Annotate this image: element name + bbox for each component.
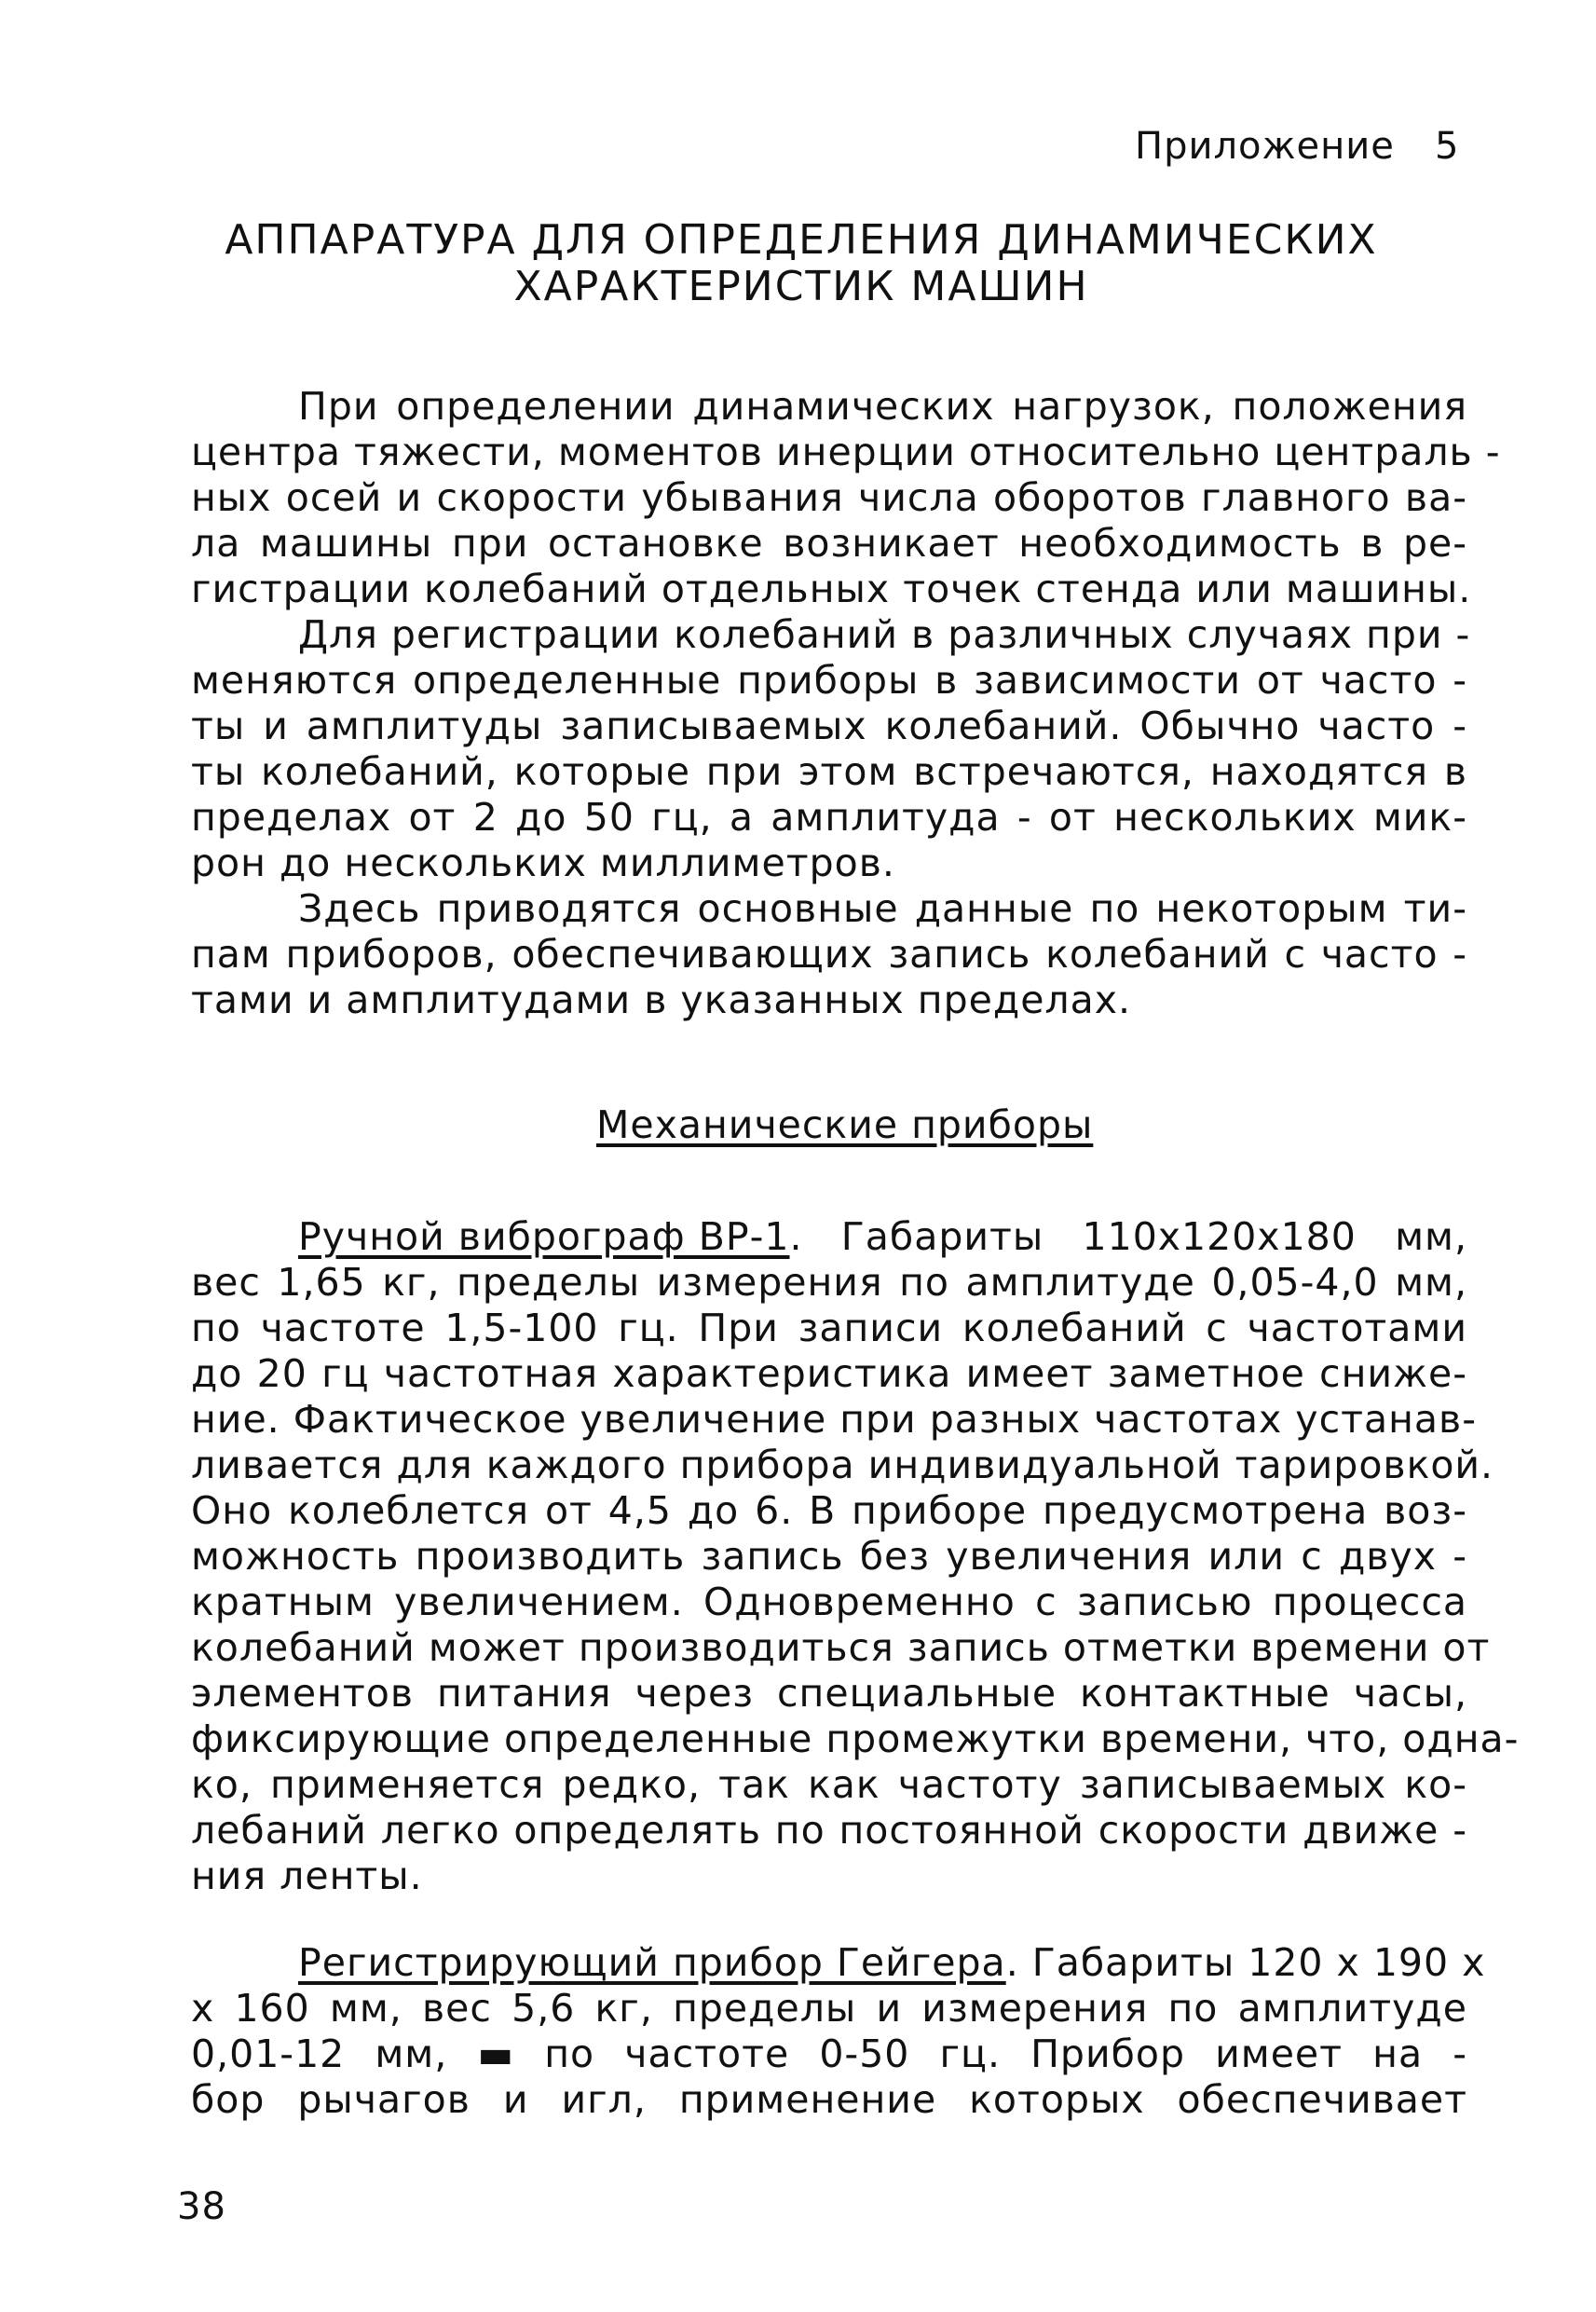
paragraph-line: x 160 мм, вес 5,6 кг, пределы и измерения по амплитуде: [191, 1986, 1467, 2031]
geiger-first-rest: . Габариты 120 x 190 x: [1005, 1940, 1486, 1985]
vr1-first-rest: . Габариты 110x120x180 мм,: [789, 1214, 1467, 1259]
paragraph-line: колебаний может производиться запись отметки времени от: [191, 1625, 1491, 1670]
paragraph-line: лебаний легко определять по постоянной скорости движе -: [191, 1808, 1467, 1853]
paragraph-line: ливается для каждого прибора индивидуальной тарировкой.: [191, 1443, 1494, 1487]
paragraph-line: Для регистрации колебаний в различных случаях при -: [298, 612, 1471, 657]
paragraph-line: рон до нескольких миллиметров.: [191, 841, 895, 885]
paragraph-line: кратным увеличением. Одновременно с записью процесса: [191, 1580, 1467, 1624]
title-line-2: ХАРАКТЕРИСТИК МАШИН: [513, 263, 1089, 310]
paragraph-line: гистрации колебаний отдельных точек стенда или машины.: [191, 567, 1472, 611]
paragraph-line: 0,01-12 мм, ▬ по частоте 0-50 гц. Прибор имеет на -: [191, 2032, 1467, 2076]
paragraph-line: пределах от 2 до 50 гц, а амплитуда - от нескольких мик-: [191, 795, 1467, 840]
paragraph-line: ла машины при остановке возникает необходимость в ре-: [191, 521, 1467, 566]
page-number: 38: [177, 2185, 226, 2228]
paragraph-line: тами и амплитудами в указанных пределах.: [191, 978, 1132, 1022]
paragraph-line: центра тяжести, моментов инерции относительно централь -: [191, 430, 1501, 474]
geiger-first-line: [298, 1940, 1486, 1985]
geiger-device-name: Регистрирующий прибор Гейгера: [298, 1940, 1006, 1985]
paragraph-line: Здесь приводятся основные данные по некоторым ти-: [298, 886, 1467, 931]
section-heading: Механические приборы: [596, 1102, 1094, 1147]
paragraph-line: вес 1,65 кг, пределы измерения по амплитуде 0,05-4,0 мм,: [191, 1260, 1467, 1305]
paragraph-line: Оно колеблется от 4,5 до 6. В приборе предусмотрена воз-: [191, 1488, 1467, 1533]
paragraph-line: меняются определенные приборы в зависимости от часто -: [191, 658, 1467, 703]
paragraph-line: элементов питания через специальные контактные часы,: [191, 1671, 1467, 1716]
paragraph-line: фиксирующие определенные промежутки времени, что, одна-: [191, 1717, 1520, 1761]
title-line-1: АППАРАТУРА ДЛЯ ОПРЕДЕЛЕНИЯ ДИНАМИЧЕСКИХ: [225, 216, 1378, 264]
paragraph-line: ния ленты.: [191, 1854, 423, 1898]
paragraph-line: пам приборов, обеспечивающих запись колебаний с часто -: [191, 932, 1467, 977]
paragraph-line: При определении динамических нагрузок, положения: [298, 384, 1467, 429]
appendix-label: Приложение: [1135, 125, 1395, 168]
paragraph-line: ты и амплитуды записываемых колебаний. Обычно часто -: [191, 704, 1467, 748]
appendix-number: 5: [1435, 125, 1460, 168]
paragraph-line: ных осей и скорости убывания числа оборотов главного ва-: [191, 475, 1467, 520]
paragraph-line: бор рычагов и игл, применение которых обеспечивает: [191, 2077, 1467, 2122]
vr1-device-name: Ручной виброграф ВР-1: [298, 1214, 790, 1259]
paragraph-line: ко, применяется редко, так как частоту записываемых ко-: [191, 1762, 1467, 1807]
paragraph-line: ты колебаний, которые при этом встречаются, находятся в: [191, 749, 1467, 794]
paragraph-line: ние. Фактическое увеличение при разных частотах устанав-: [191, 1397, 1478, 1442]
paragraph-line: до 20 гц частотная характеристика имеет заметное сниже-: [191, 1351, 1467, 1396]
paragraph-line: можность производить запись без увеличения или с двух -: [191, 1534, 1467, 1579]
paragraph-line: по частоте 1,5-100 гц. При записи колебаний с частотами: [191, 1306, 1467, 1350]
vr1-first-line: [298, 1214, 1467, 1259]
